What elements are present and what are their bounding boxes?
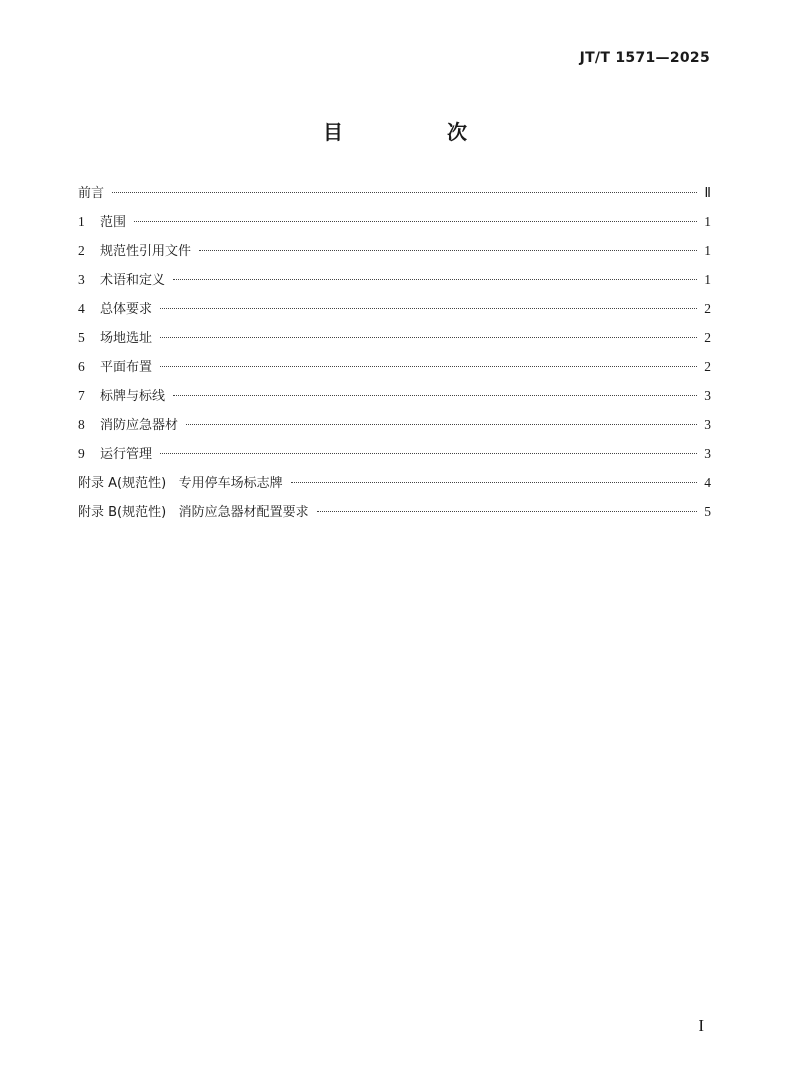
toc-entry-label: 范围 [100, 215, 127, 230]
standard-code: JT/T 1571—2025 [579, 50, 710, 66]
dot-leader [186, 424, 697, 425]
dot-leader [160, 453, 697, 454]
toc-entry-label: 附录 A(规范性) 专用停车场标志牌 [78, 476, 283, 491]
dot-leader [160, 337, 697, 338]
toc-entry-page: 3 [704, 417, 711, 432]
toc-entry-label: 规范性引用文件 [100, 244, 192, 259]
toc-entry-page: 3 [704, 446, 711, 461]
toc-entry-3[interactable] [78, 269, 711, 298]
toc-entry-number: 1 [78, 214, 85, 229]
toc-entry-page: 2 [704, 359, 711, 374]
dot-leader [291, 482, 697, 483]
toc-entry-page: 2 [704, 301, 711, 316]
toc-entry-page: 1 [704, 272, 711, 287]
toc-entry-label: 消防应急器材 [100, 418, 179, 433]
toc-entry-page: 1 [704, 214, 711, 229]
toc-entry-page: 1 [704, 243, 711, 258]
toc-entry-number: 7 [78, 388, 85, 403]
toc-entry-number: 6 [78, 359, 85, 374]
toc-entry-number: 5 [78, 330, 85, 345]
dot-leader [112, 192, 697, 193]
toc-entry-label: 场地选址 [100, 331, 153, 346]
toc-entry-label: 运行管理 [100, 447, 153, 462]
toc-entry-4[interactable] [78, 298, 711, 327]
toc-entry-page: 4 [704, 475, 711, 490]
toc-entry-number: 9 [78, 446, 85, 461]
dot-leader [160, 308, 697, 309]
table-of-contents [78, 182, 711, 530]
toc-entry-annex-b[interactable] [78, 501, 711, 530]
dot-leader [160, 366, 697, 367]
toc-entry-label: 平面布置 [100, 360, 153, 375]
toc-entry-8[interactable] [78, 414, 711, 443]
dot-leader [134, 221, 697, 222]
toc-entry-label: 附录 B(规范性) 消防应急器材配置要求 [78, 505, 309, 520]
dot-leader [317, 511, 697, 512]
toc-entry-9[interactable] [78, 443, 711, 472]
page-title: 目 次 [323, 120, 509, 144]
toc-entry-5[interactable] [78, 327, 711, 356]
toc-entry-6[interactable] [78, 356, 711, 385]
toc-entry-label: 总体要求 [100, 302, 153, 317]
toc-entry-page: Ⅱ [704, 185, 711, 200]
toc-entry-number: 3 [78, 272, 85, 287]
toc-entry-page: 3 [704, 388, 711, 403]
toc-entry-label: 术语和定义 [100, 273, 166, 288]
toc-entry-page: 5 [704, 504, 711, 519]
toc-entry-number: 8 [78, 417, 85, 432]
toc-entry-number: 4 [78, 301, 85, 316]
toc-entry-annex-a[interactable] [78, 472, 711, 501]
toc-entry-label: 前言 [78, 186, 105, 201]
dot-leader [199, 250, 697, 251]
toc-entry-7[interactable] [78, 385, 711, 414]
dot-leader [173, 395, 697, 396]
toc-entry-label: 标牌与标线 [100, 389, 166, 404]
toc-entry-2[interactable] [78, 240, 711, 269]
dot-leader [173, 279, 697, 280]
toc-entry-number: 2 [78, 243, 85, 258]
toc-entry-page: 2 [704, 330, 711, 345]
toc-entry-1[interactable] [78, 211, 711, 240]
toc-entry-foreword[interactable] [78, 182, 711, 211]
page-number: I [698, 1016, 704, 1035]
